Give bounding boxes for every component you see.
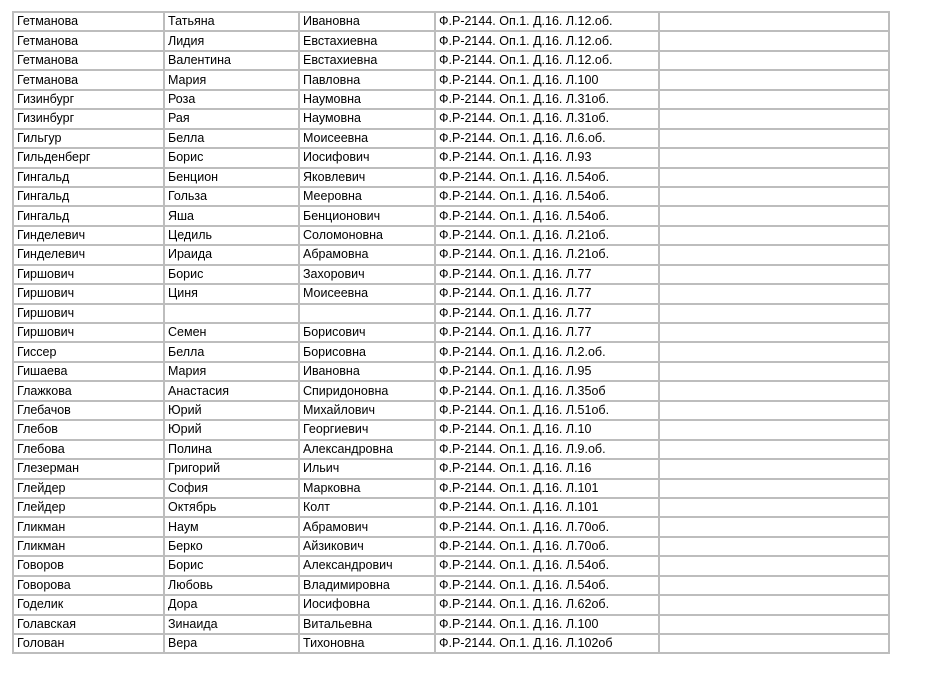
first-name-cell: Семен (165, 324, 300, 343)
table-row (14, 52, 888, 71)
archive-reference-cell: Ф.Р-2144. Оп.1. Д.16. Л.54об. (436, 188, 660, 207)
table-row (14, 480, 888, 499)
surname-cell: Говоров (14, 557, 165, 576)
archive-reference-cell: Ф.Р-2144. Оп.1. Д.16. Л.35об (436, 382, 660, 401)
notes-cell (660, 635, 888, 652)
table-row (14, 616, 888, 635)
patronymic-cell: Бенционович (300, 207, 436, 226)
patronymic-cell: Ивановна (300, 363, 436, 382)
notes-cell (660, 343, 888, 362)
table-row (14, 460, 888, 479)
surname-cell: Гильденберг (14, 149, 165, 168)
archive-reference-cell: Ф.Р-2144. Оп.1. Д.16. Л.77 (436, 324, 660, 343)
archive-reference-cell: Ф.Р-2144. Оп.1. Д.16. Л.101 (436, 499, 660, 518)
first-name-cell: Наум (165, 518, 300, 537)
notes-cell (660, 246, 888, 265)
archive-reference-cell: Ф.Р-2144. Оп.1. Д.16. Л.95 (436, 363, 660, 382)
surname-cell: Голавская (14, 616, 165, 635)
surname-cell: Гетманова (14, 71, 165, 90)
patronymic-cell: Моисеевна (300, 130, 436, 149)
surname-cell: Глезерман (14, 460, 165, 479)
notes-cell (660, 499, 888, 518)
surname-cell: Гликман (14, 538, 165, 557)
archive-reference-cell: Ф.Р-2144. Оп.1. Д.16. Л.10 (436, 421, 660, 440)
notes-cell (660, 207, 888, 226)
surname-cell: Гингальд (14, 169, 165, 188)
patronymic-cell: Александровна (300, 441, 436, 460)
surname-cell: Гизинбург (14, 110, 165, 129)
archive-reference-cell: Ф.Р-2144. Оп.1. Д.16. Л.54об. (436, 577, 660, 596)
first-name-cell: Григорий (165, 460, 300, 479)
surname-cell: Гингальд (14, 207, 165, 226)
archive-reference-cell: Ф.Р-2144. Оп.1. Д.16. Л.77 (436, 266, 660, 285)
archive-reference-cell: Ф.Р-2144. Оп.1. Д.16. Л.70об. (436, 538, 660, 557)
first-name-cell: Берко (165, 538, 300, 557)
archive-reference-cell: Ф.Р-2144. Оп.1. Д.16. Л.100 (436, 616, 660, 635)
first-name-cell: Мария (165, 71, 300, 90)
patronymic-cell: Борисовна (300, 343, 436, 362)
first-name-cell: Юрий (165, 402, 300, 421)
notes-cell (660, 382, 888, 401)
table-row (14, 577, 888, 596)
notes-cell (660, 518, 888, 537)
archive-reference-cell: Ф.Р-2144. Оп.1. Д.16. Л.9.об. (436, 441, 660, 460)
surname-cell: Гиршович (14, 305, 165, 324)
archive-reference-cell: Ф.Р-2144. Оп.1. Д.16. Л.16 (436, 460, 660, 479)
archive-reference-cell: Ф.Р-2144. Оп.1. Д.16. Л.101 (436, 480, 660, 499)
first-name-cell: Любовь (165, 577, 300, 596)
first-name-cell: Анастасия (165, 382, 300, 401)
patronymic-cell: Витальевна (300, 616, 436, 635)
first-name-cell: Рая (165, 110, 300, 129)
table-row (14, 382, 888, 401)
archive-reference-cell: Ф.Р-2144. Оп.1. Д.16. Л.51об. (436, 402, 660, 421)
first-name-cell: Борис (165, 149, 300, 168)
surname-cell: Гиссер (14, 343, 165, 362)
table-row (14, 499, 888, 518)
first-name-cell: Зинаида (165, 616, 300, 635)
patronymic-cell: Абрамович (300, 518, 436, 537)
surname-cell: Глейдер (14, 499, 165, 518)
surname-cell: Гинделевич (14, 227, 165, 246)
notes-cell (660, 460, 888, 479)
surname-cell: Глебов (14, 421, 165, 440)
table-row (14, 518, 888, 537)
notes-cell (660, 149, 888, 168)
first-name-cell: Бенцион (165, 169, 300, 188)
patronymic-cell: Георгиевич (300, 421, 436, 440)
patronymic-cell: Мееровна (300, 188, 436, 207)
patronymic-cell: Наумовна (300, 110, 436, 129)
archive-reference-cell: Ф.Р-2144. Оп.1. Д.16. Л.31об. (436, 110, 660, 129)
archive-reference-cell: Ф.Р-2144. Оп.1. Д.16. Л.12.об. (436, 32, 660, 51)
archive-reference-cell: Ф.Р-2144. Оп.1. Д.16. Л.102об (436, 635, 660, 652)
notes-cell (660, 32, 888, 51)
first-name-cell: Лидия (165, 32, 300, 51)
surname-cell: Глебачов (14, 402, 165, 421)
table-row (14, 285, 888, 304)
table-row (14, 246, 888, 265)
notes-cell (660, 52, 888, 71)
first-name-cell: Валентина (165, 52, 300, 71)
notes-cell (660, 130, 888, 149)
first-name-cell: Белла (165, 343, 300, 362)
patronymic-cell: Павловна (300, 71, 436, 90)
surname-cell: Глебова (14, 441, 165, 460)
table-row (14, 441, 888, 460)
notes-cell (660, 596, 888, 615)
table-row (14, 421, 888, 440)
surname-cell: Голован (14, 635, 165, 652)
patronymic-cell (300, 305, 436, 324)
table-row (14, 538, 888, 557)
first-name-cell: Цедиль (165, 227, 300, 246)
notes-cell (660, 577, 888, 596)
first-name-cell: Борис (165, 557, 300, 576)
patronymic-cell: Иосифовна (300, 596, 436, 615)
patronymic-cell: Борисович (300, 324, 436, 343)
patronymic-cell: Яковлевич (300, 169, 436, 188)
patronymic-cell: Колт (300, 499, 436, 518)
patronymic-cell: Наумовна (300, 91, 436, 110)
table-row (14, 596, 888, 615)
notes-cell (660, 285, 888, 304)
archive-reference-cell: Ф.Р-2144. Оп.1. Д.16. Л.77 (436, 305, 660, 324)
notes-cell (660, 71, 888, 90)
notes-cell (660, 557, 888, 576)
surname-cell: Гишаева (14, 363, 165, 382)
surname-cell: Глейдер (14, 480, 165, 499)
notes-cell (660, 266, 888, 285)
table-row (14, 13, 888, 32)
patronymic-cell: Александрович (300, 557, 436, 576)
surname-cell: Гинделевич (14, 246, 165, 265)
patronymic-cell: Ивановна (300, 13, 436, 32)
table-row (14, 188, 888, 207)
table-row (14, 207, 888, 226)
notes-cell (660, 421, 888, 440)
surname-cell: Гетманова (14, 13, 165, 32)
notes-cell (660, 91, 888, 110)
patronymic-cell: Владимировна (300, 577, 436, 596)
patronymic-cell: Спиридоновна (300, 382, 436, 401)
table-row (14, 363, 888, 382)
notes-cell (660, 480, 888, 499)
table-row (14, 149, 888, 168)
notes-cell (660, 363, 888, 382)
patronymic-cell: Евстахиевна (300, 52, 436, 71)
patronymic-cell: Ильич (300, 460, 436, 479)
table-row (14, 91, 888, 110)
patronymic-cell: Евстахиевна (300, 32, 436, 51)
first-name-cell: Роза (165, 91, 300, 110)
first-name-cell: Яша (165, 207, 300, 226)
table-row (14, 169, 888, 188)
patronymic-cell: Иосифович (300, 149, 436, 168)
archive-reference-cell: Ф.Р-2144. Оп.1. Д.16. Л.21об. (436, 227, 660, 246)
archive-records-table (12, 11, 890, 654)
patronymic-cell: Марковна (300, 480, 436, 499)
first-name-cell: Татьяна (165, 13, 300, 32)
notes-cell (660, 324, 888, 343)
archive-reference-cell: Ф.Р-2144. Оп.1. Д.16. Л.54об. (436, 557, 660, 576)
table-row (14, 110, 888, 129)
surname-cell: Гетманова (14, 52, 165, 71)
table-body (14, 13, 888, 652)
patronymic-cell: Михайлович (300, 402, 436, 421)
table-row (14, 635, 888, 652)
notes-cell (660, 188, 888, 207)
table-row (14, 32, 888, 51)
notes-cell (660, 227, 888, 246)
notes-cell (660, 169, 888, 188)
first-name-cell: Борис (165, 266, 300, 285)
surname-cell: Гиршович (14, 324, 165, 343)
notes-cell (660, 110, 888, 129)
table-row (14, 266, 888, 285)
surname-cell: Гизинбург (14, 91, 165, 110)
archive-reference-cell: Ф.Р-2144. Оп.1. Д.16. Л.93 (436, 149, 660, 168)
first-name-cell: Вера (165, 635, 300, 652)
notes-cell (660, 305, 888, 324)
table-row (14, 343, 888, 362)
first-name-cell: Юрий (165, 421, 300, 440)
surname-cell: Глажкова (14, 382, 165, 401)
archive-reference-cell: Ф.Р-2144. Оп.1. Д.16. Л.54об. (436, 207, 660, 226)
table-row (14, 402, 888, 421)
first-name-cell: Гольза (165, 188, 300, 207)
surname-cell: Гликман (14, 518, 165, 537)
archive-reference-cell: Ф.Р-2144. Оп.1. Д.16. Л.6.об. (436, 130, 660, 149)
table-row (14, 71, 888, 90)
first-name-cell: Белла (165, 130, 300, 149)
archive-reference-cell: Ф.Р-2144. Оп.1. Д.16. Л.100 (436, 71, 660, 90)
first-name-cell: Полина (165, 441, 300, 460)
surname-cell: Гильгур (14, 130, 165, 149)
first-name-cell: Дора (165, 596, 300, 615)
archive-reference-cell: Ф.Р-2144. Оп.1. Д.16. Л.62об. (436, 596, 660, 615)
patronymic-cell: Моисеевна (300, 285, 436, 304)
patronymic-cell: Тихоновна (300, 635, 436, 652)
table-row (14, 305, 888, 324)
archive-reference-cell: Ф.Р-2144. Оп.1. Д.16. Л.31об. (436, 91, 660, 110)
first-name-cell: Мария (165, 363, 300, 382)
notes-cell (660, 13, 888, 32)
table-row (14, 557, 888, 576)
patronymic-cell: Соломоновна (300, 227, 436, 246)
table-row (14, 130, 888, 149)
surname-cell: Гиршович (14, 266, 165, 285)
archive-reference-cell: Ф.Р-2144. Оп.1. Д.16. Л.2.об. (436, 343, 660, 362)
archive-reference-cell: Ф.Р-2144. Оп.1. Д.16. Л.77 (436, 285, 660, 304)
table-row (14, 324, 888, 343)
surname-cell: Гетманова (14, 32, 165, 51)
first-name-cell: Октябрь (165, 499, 300, 518)
archive-reference-cell: Ф.Р-2144. Оп.1. Д.16. Л.12.об. (436, 52, 660, 71)
table-row (14, 227, 888, 246)
archive-reference-cell: Ф.Р-2144. Оп.1. Д.16. Л.12.об. (436, 13, 660, 32)
surname-cell: Годелик (14, 596, 165, 615)
first-name-cell: Ираида (165, 246, 300, 265)
first-name-cell: Циня (165, 285, 300, 304)
first-name-cell (165, 305, 300, 324)
notes-cell (660, 616, 888, 635)
archive-reference-cell: Ф.Р-2144. Оп.1. Д.16. Л.54об. (436, 169, 660, 188)
patronymic-cell: Абрамовна (300, 246, 436, 265)
patronymic-cell: Захорович (300, 266, 436, 285)
notes-cell (660, 538, 888, 557)
first-name-cell: София (165, 480, 300, 499)
notes-cell (660, 441, 888, 460)
archive-reference-cell: Ф.Р-2144. Оп.1. Д.16. Л.70об. (436, 518, 660, 537)
archive-reference-cell: Ф.Р-2144. Оп.1. Д.16. Л.21об. (436, 246, 660, 265)
surname-cell: Говорова (14, 577, 165, 596)
patronymic-cell: Айзикович (300, 538, 436, 557)
surname-cell: Гингальд (14, 188, 165, 207)
surname-cell: Гиршович (14, 285, 165, 304)
notes-cell (660, 402, 888, 421)
